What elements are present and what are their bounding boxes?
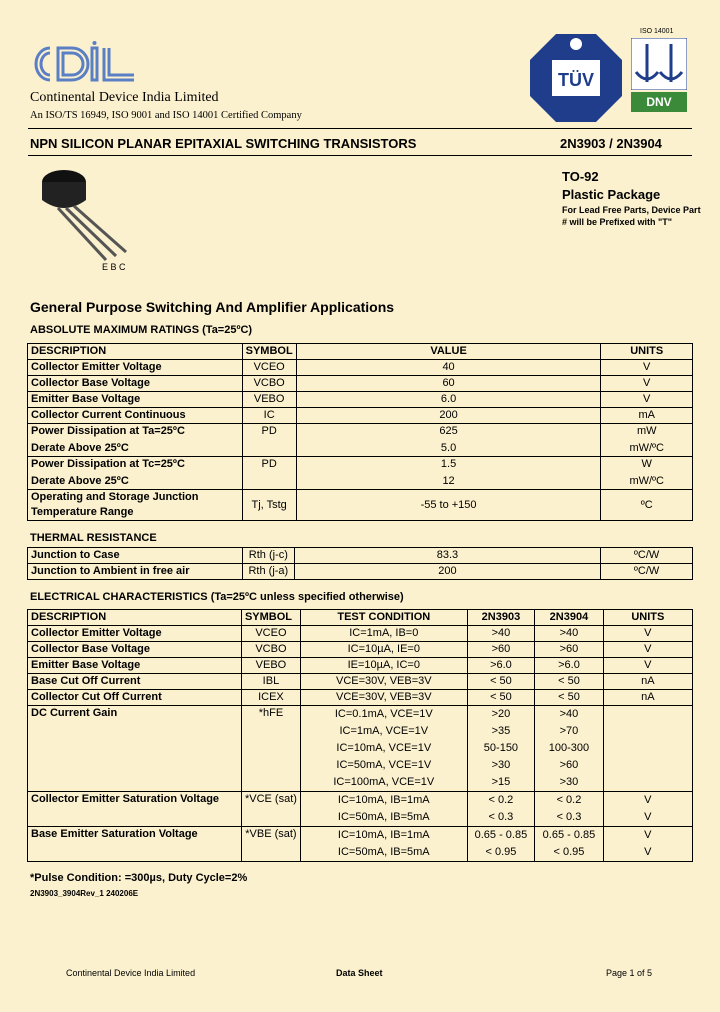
condition-cell: IC=1mA, IB=0 <box>300 626 467 642</box>
cdil-logo-graphic <box>28 40 140 90</box>
value-cell <box>535 827 604 862</box>
pulse-condition-note: *Pulse Condition: =300µs, Duty Cycle=2% <box>30 872 248 884</box>
desc-line: Temperature Range <box>31 506 134 518</box>
unit-line: V <box>644 829 652 841</box>
desc-cell: Base Cut Off Current <box>28 674 242 690</box>
condition-cell: IC=10µA, IE=0 <box>300 642 467 658</box>
desc-cell <box>28 424 243 457</box>
value-line: < 0.2 <box>556 794 582 806</box>
thermal-heading: THERMAL RESISTANCE <box>30 532 157 544</box>
symbol-cell: PD <box>242 424 296 457</box>
applications-heading: General Purpose Switching And Amplifier Applications <box>30 299 395 315</box>
unit-cell <box>601 457 693 490</box>
unit-cell <box>603 827 692 862</box>
unit-cell: V <box>601 392 693 408</box>
header-cell: SYMBOL <box>242 344 296 360</box>
value-cell: 40 <box>296 360 601 376</box>
symbol-cell: VCEO <box>241 626 300 642</box>
desc-line: Power Dissipation at Ta=25ºC <box>31 425 185 437</box>
condition-line: IC=1mA, VCE=1V <box>339 725 429 737</box>
value-cell: < 50 <box>467 690 535 706</box>
table-row <box>28 548 693 564</box>
value-line: >15 <box>491 776 511 788</box>
value-cell <box>535 792 604 827</box>
table-row <box>28 392 693 408</box>
condition-cell: VCE=30V, VEB=3V <box>300 674 467 690</box>
unit-cell: V <box>601 360 693 376</box>
value-line: 1.5 <box>440 458 457 470</box>
unit-cell: nA <box>603 674 692 690</box>
symbol-cell: IBL <box>241 674 300 690</box>
value-line: >40 <box>559 708 579 720</box>
symbol-cell: IC <box>242 408 296 424</box>
package-type: Plastic Package <box>562 187 661 202</box>
value-cell: 6.0 <box>296 392 601 408</box>
unit-cell <box>601 424 693 457</box>
condition-cell <box>300 706 467 792</box>
table-row <box>28 690 693 706</box>
unit-cell: ºC/W <box>601 564 693 580</box>
header-cell: DESCRIPTION <box>28 344 243 360</box>
value-cell: >40 <box>535 626 604 642</box>
symbol-cell: VCBO <box>242 376 296 392</box>
desc-cell: Emitter Base Voltage <box>28 392 243 408</box>
table-row <box>28 490 693 521</box>
value-line: 0.65 - 0.85 <box>474 829 528 841</box>
table-row <box>28 564 693 580</box>
value-line: < 0.2 <box>488 794 514 806</box>
value-cell: >40 <box>467 626 535 642</box>
value-cell: 60 <box>296 376 601 392</box>
desc-line: Derate Above 25ºC <box>31 442 129 454</box>
unit-cell <box>603 792 692 827</box>
value-line: 625 <box>439 425 458 437</box>
value-line: >60 <box>559 759 579 771</box>
electrical-heading: ELECTRICAL CHARACTERISTICS (Ta=25ºC unless specified otherwise) <box>30 591 404 603</box>
value-line: 5.0 <box>440 442 457 454</box>
header-cell: 2N3903 <box>467 610 535 626</box>
unit-line: W <box>641 458 652 470</box>
header-cell: TEST CONDITION <box>300 610 467 626</box>
value-line: 50-150 <box>483 742 519 754</box>
header-cell: SYMBOL <box>241 610 300 626</box>
desc-cell: Base Emitter Saturation Voltage <box>28 827 242 862</box>
abs-max-table <box>27 343 693 521</box>
header-cell: VALUE <box>296 344 601 360</box>
lead-free-note: For Lead Free Parts, Device Part # will be Prefixed with "T" <box>562 205 701 227</box>
table-row-dc-gain <box>28 706 693 792</box>
condition-cell <box>300 792 467 827</box>
value-line: >30 <box>491 759 511 771</box>
condition-line: IC=10mA, IB=1mA <box>337 829 430 841</box>
condition-line: IC=0.1mA, VCE=1V <box>334 708 433 720</box>
symbol-cell: Rth (j-a) <box>242 564 294 580</box>
value-line: 100-300 <box>548 742 590 754</box>
header-cell: DESCRIPTION <box>28 610 242 626</box>
value-cell <box>296 457 601 490</box>
dnv-logo: DNV <box>631 92 687 112</box>
certification-text: An ISO/TS 16949, ISO 9001 and ISO 14001 Certified Company <box>30 110 302 121</box>
value-cell <box>467 827 535 862</box>
value-cell: 83.3 <box>294 548 600 564</box>
unit-cell: V <box>603 642 692 658</box>
condition-line: IC=10mA, VCE=1V <box>336 742 432 754</box>
table-row <box>28 658 693 674</box>
desc-cell: Collector Cut Off Current <box>28 690 242 706</box>
table-row <box>28 424 693 457</box>
condition-cell: IE=10µA, IC=0 <box>300 658 467 674</box>
symbol-cell: *VBE (sat) <box>241 827 300 862</box>
company-name: Continental Device India Limited <box>30 90 219 105</box>
condition-line: IC=10mA, IB=1mA <box>337 794 430 806</box>
table-row-vce-sat <box>28 792 693 827</box>
value-cell: >60 <box>467 642 535 658</box>
desc-cell <box>28 490 243 521</box>
unit-line: V <box>644 846 652 858</box>
table-row <box>28 642 693 658</box>
anchor-logo <box>631 38 687 90</box>
thermal-table <box>27 547 693 580</box>
symbol-cell: *VCE (sat) <box>241 792 300 827</box>
unit-cell: nA <box>603 690 692 706</box>
desc-cell: Collector Current Continuous <box>28 408 243 424</box>
condition-line: IC=50mA, IB=5mA <box>337 811 430 823</box>
desc-line: Derate Above 25ºC <box>31 475 129 487</box>
value-line: 12 <box>442 475 455 487</box>
unit-cell <box>603 706 692 792</box>
symbol-cell: VCBO <box>241 642 300 658</box>
value-cell: >6.0 <box>467 658 535 674</box>
table-row-vbe-sat <box>28 827 693 862</box>
table-header-row <box>28 610 693 626</box>
iso-14001-badge: ISO 14001 <box>640 28 674 35</box>
desc-cell: Junction to Ambient in free air <box>28 564 243 580</box>
unit-line: mW <box>636 425 657 437</box>
value-cell: 200 <box>296 408 601 424</box>
document-title: NPN SILICON PLANAR EPITAXIAL SWITCHING TRANSISTORS <box>30 136 417 151</box>
unit-line: V <box>644 811 652 823</box>
unit-cell: V <box>603 626 692 642</box>
desc-line: Power Dissipation at Tc=25ºC <box>31 458 185 470</box>
revision-code: 2N3903_3904Rev_1 240206E <box>30 889 139 898</box>
table-row <box>28 674 693 690</box>
condition-cell: VCE=30V, VEB=3V <box>300 690 467 706</box>
value-line: < 0.95 <box>485 846 517 858</box>
unit-line: V <box>644 794 652 806</box>
value-line: >70 <box>559 725 579 737</box>
symbol-cell: VEBO <box>241 658 300 674</box>
value-cell: < 50 <box>535 674 604 690</box>
table-row <box>28 360 693 376</box>
unit-cell: V <box>601 376 693 392</box>
unit-cell: V <box>603 658 692 674</box>
value-cell: 200 <box>294 564 600 580</box>
unit-cell: mA <box>601 408 693 424</box>
unit-line: mW/ºC <box>629 442 665 454</box>
table-row <box>28 626 693 642</box>
condition-cell <box>300 827 467 862</box>
desc-cell <box>28 457 243 490</box>
abs-max-heading: ABSOLUTE MAXIMUM RATINGS (Ta=25ºC) <box>30 324 253 336</box>
table-row <box>28 408 693 424</box>
value-cell <box>535 706 604 792</box>
table-row <box>28 376 693 392</box>
desc-line: Operating and Storage Junction <box>31 491 199 503</box>
symbol-cell: PD <box>242 457 296 490</box>
value-cell: -55 to +150 <box>296 490 601 521</box>
svg-text:TÜV: TÜV <box>558 70 594 90</box>
unit-line: mW/ºC <box>629 475 665 487</box>
electrical-table <box>27 609 693 862</box>
header-cell: UNITS <box>601 344 693 360</box>
desc-cell: Collector Emitter Voltage <box>28 360 243 376</box>
desc-cell: Collector Emitter Saturation Voltage <box>28 792 242 827</box>
condition-line: IC=50mA, IB=5mA <box>337 846 430 858</box>
value-cell <box>296 424 601 457</box>
title-divider <box>28 155 692 156</box>
footer-doc-type: Data Sheet <box>336 968 383 978</box>
symbol-cell: *hFE <box>241 706 300 792</box>
value-cell: >60 <box>535 642 604 658</box>
value-cell: >6.0 <box>535 658 604 674</box>
symbol-cell: VEBO <box>242 392 296 408</box>
symbol-cell: Tj, Tstg <box>242 490 296 521</box>
pin-labels: E B C <box>102 262 126 272</box>
tuv-certification-logo <box>528 32 624 124</box>
symbol-cell: Rth (j-c) <box>242 548 294 564</box>
header-cell: 2N3904 <box>535 610 604 626</box>
package-name: TO-92 <box>562 169 599 184</box>
desc-cell: Collector Base Voltage <box>28 642 242 658</box>
value-line: < 0.3 <box>488 811 514 823</box>
value-cell: < 50 <box>467 674 535 690</box>
footer-company: Continental Device India Limited <box>66 968 196 978</box>
table-row <box>28 457 693 490</box>
table-header-row <box>28 344 693 360</box>
value-line: < 0.3 <box>556 811 582 823</box>
value-line: 0.65 - 0.85 <box>542 829 596 841</box>
condition-line: IC=100mA, VCE=1V <box>333 776 435 788</box>
header-divider <box>28 128 692 129</box>
value-line: >20 <box>491 708 511 720</box>
desc-cell: Junction to Case <box>28 548 243 564</box>
value-line: >35 <box>491 725 511 737</box>
unit-cell: ºC/W <box>601 548 693 564</box>
value-cell <box>467 792 535 827</box>
value-cell <box>467 706 535 792</box>
value-line: >30 <box>559 776 579 788</box>
value-line: < 0.95 <box>553 846 585 858</box>
desc-cell: Emitter Base Voltage <box>28 658 242 674</box>
desc-cell: DC Current Gain <box>28 706 242 792</box>
unit-cell: ºC <box>601 490 693 521</box>
desc-cell: Collector Emitter Voltage <box>28 626 242 642</box>
symbol-cell: ICEX <box>241 690 300 706</box>
desc-cell: Collector Base Voltage <box>28 376 243 392</box>
symbol-cell: VCEO <box>242 360 296 376</box>
condition-line: IC=50mA, VCE=1V <box>336 759 432 771</box>
value-cell: < 50 <box>535 690 604 706</box>
footer-page-number: Page 1 of 5 <box>606 968 653 978</box>
part-numbers: 2N3903 / 2N3904 <box>560 136 662 151</box>
header-cell: UNITS <box>603 610 692 626</box>
